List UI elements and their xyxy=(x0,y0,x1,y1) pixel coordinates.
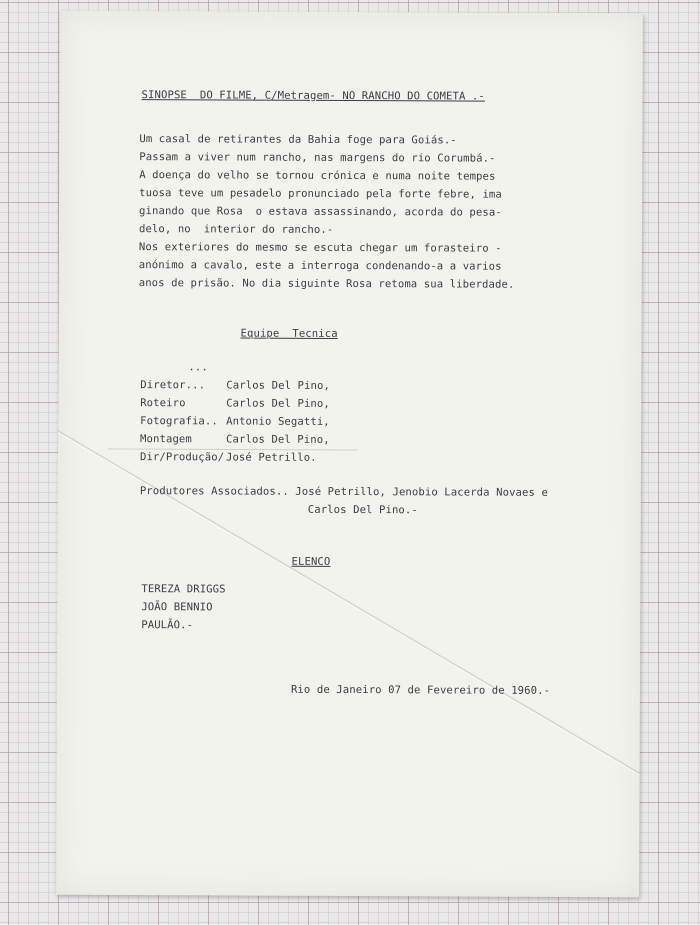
synopsis-line: delo, no interior do rancho.- xyxy=(138,223,334,236)
cast-member: TEREZA DRIGGS xyxy=(141,583,226,596)
cast-member: JOÃO BENNIO xyxy=(141,601,213,614)
producers-line: Carlos Del Pino.- xyxy=(307,503,418,517)
document-title: SINOPSE DO FILME, C/Metragem- NO RANCHO DO COMETA .- xyxy=(141,89,485,103)
synopsis-line: Passam a viver num rancho, nas margens do rio Corumbá.- xyxy=(139,151,496,165)
crew-role: Montagem xyxy=(140,433,192,446)
crew-role: Fotografia.. xyxy=(140,415,218,428)
crew-name: Carlos Del Pino, xyxy=(226,397,330,410)
crew-role: Roteiro xyxy=(140,397,186,410)
synopsis-line: anónimo a cavalo, este a interroga condenando-a a varios xyxy=(138,259,502,273)
producers-line: Produtores Associados.. José Petrillo, Jenobio Lacerda Novaes e xyxy=(139,485,548,499)
cast-heading: ELENCO xyxy=(291,555,331,568)
synopsis-line: Um casal de retirantes da Bahia foge para Goiás.- xyxy=(139,133,457,147)
crew-name: Carlos Del Pino, xyxy=(226,433,330,446)
synopsis-line: anos de prisão. No dia siguinte Rosa retoma sua liberdade. xyxy=(138,277,515,291)
crew-name: Carlos Del Pino, xyxy=(226,379,330,392)
crew-role: Dir/Produção/ xyxy=(139,451,225,464)
synopsis-line: ginando que Rosa o estava assassinando, acorda do pesa- xyxy=(139,205,502,219)
synopsis-line: Nos exteriores do mesmo se escuta chegar um forasteiro - xyxy=(138,241,502,255)
synopsis-line: tuosa teve um pesadelo pronunciado pela forte febre, ima xyxy=(139,187,502,201)
crew-name: Antonio Segatti, xyxy=(226,415,330,428)
synopsis-line: A doença do velho se tornou crónica e numa noite tempes xyxy=(139,169,496,183)
dateline: Rio de Janeiro 07 de Fevereiro de 1960.- xyxy=(290,683,551,697)
crew-heading: Equipe Tecnica xyxy=(240,327,338,340)
cast-member: PAULÃO.- xyxy=(141,619,194,632)
crew-role: Diretor... xyxy=(140,379,206,392)
typed-document-sheet xyxy=(56,11,643,898)
crew-name: José Petrillo. xyxy=(225,451,317,464)
crew-dots: ... xyxy=(188,361,208,374)
